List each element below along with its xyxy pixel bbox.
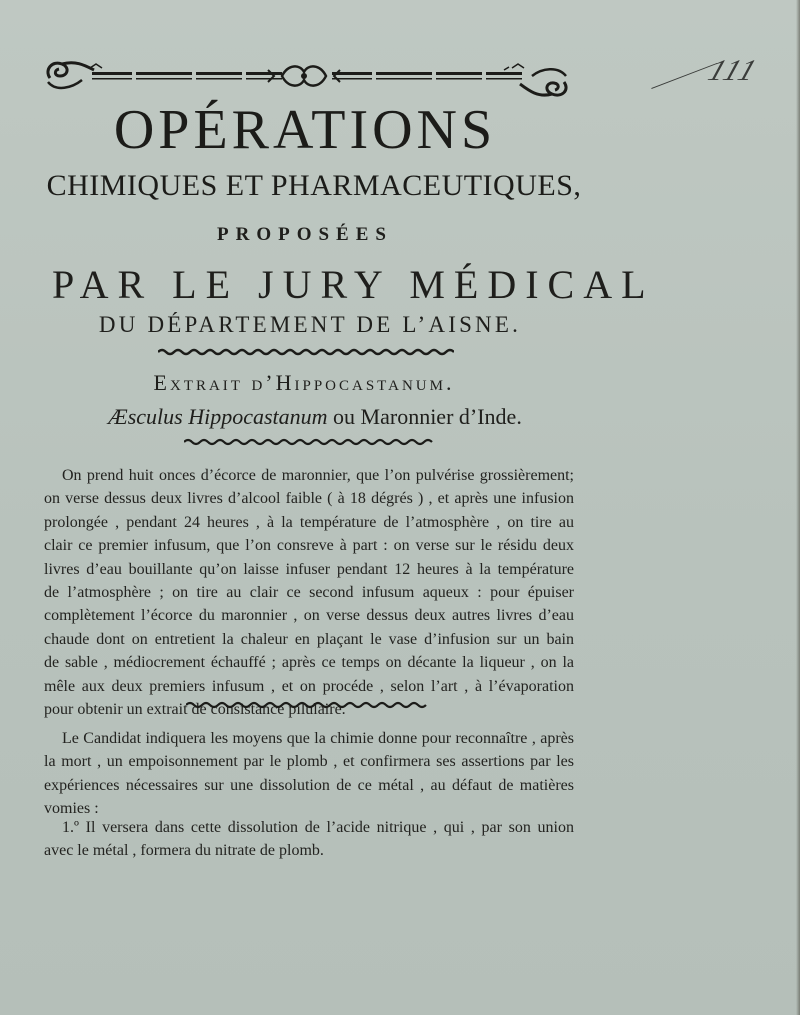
paragraph-step-1 [44, 816, 574, 863]
subtitle-rest: ou Maronnier d’Inde. [327, 404, 522, 429]
title-line-5: DU DÉPARTEMENT DE L’AISNE. [98, 312, 522, 337]
text-line: on verse dessus deux livres d’alcool faible ( à 18 dégrés ) , et après une infusion [44, 490, 574, 508]
paragraph-candidat [44, 727, 574, 821]
text-line: 1.º Il versera dans cette dissolution de l’acide nitrique , qui , par son union [62, 819, 574, 836]
text-line: chaude dont on entretient la chaleur en plaçant le vase d’infusion sur un bain [44, 630, 574, 648]
text-line: de l’atmosphère ; on tire au clair ce second infusum aqueux : pour épuiser [44, 583, 574, 601]
wave-divider-1 [158, 348, 454, 356]
folio-text: 111 [703, 54, 763, 87]
page-edge-shadow [796, 0, 800, 1015]
title-line-3: PROPOSÉES [217, 224, 393, 245]
title-line-2: CHIMIQUES ET PHARMACEUTIQUES, [46, 169, 582, 202]
subtitle-latin: Æsculus Hippocastanum [108, 404, 328, 429]
text-line: complètement l’écorce du maronnier , on verse dessus deux autres livres d’eau [44, 607, 574, 625]
text-line: avec le métal , formera du nitrate de plomb. [44, 842, 324, 860]
text-line: la mort , un empoisonnement par le plomb , et confirmera ses assertions par les [44, 753, 574, 771]
text-line: de sable , médiocrement échauffé ; après ce temps on décante la liqueur , on la [44, 654, 574, 672]
title-line-4: PAR LE JURY MÉDICAL [52, 262, 655, 307]
header-ornament [42, 56, 572, 98]
folio-number [647, 52, 774, 100]
text-line: pour obtenir un extrait de consistance pilulaire. [44, 700, 346, 718]
wave-divider-3 [186, 701, 430, 709]
section-heading: Extrait d’Hippocastanum. [153, 370, 455, 395]
text-line: livres d’eau bouillante qu’on laisse infuser pendant 12 heures à la température [44, 560, 574, 578]
text-line: Le Candidat indiquera les moyens que la chimie donne pour reconnaître , après [62, 730, 574, 747]
text-line: prolongée , pendant 24 heures , à la température de l’atmosphère , on tire au [44, 513, 574, 531]
text-line: On prend huit onces d’écorce de maronnier, que l’on pulvérise grossièrement; [62, 467, 574, 484]
text-line: mêle aux deux premiers infusum , et on procéde , selon l’art , à l’évaporation [44, 677, 574, 695]
wave-divider-2 [184, 438, 434, 446]
title-line-1: OPÉRATIONS [113, 99, 497, 161]
text-line: vomies : [44, 800, 99, 818]
section-subtitle [80, 402, 550, 432]
text-line: expériences nécessaires sur une dissolution de ce métal , au défaut de matières [44, 776, 574, 794]
text-line: clair ce premier infusum, que l’on consreve à part : on verse sur le résidu deux [44, 537, 574, 555]
paragraph-extrait [44, 464, 574, 721]
